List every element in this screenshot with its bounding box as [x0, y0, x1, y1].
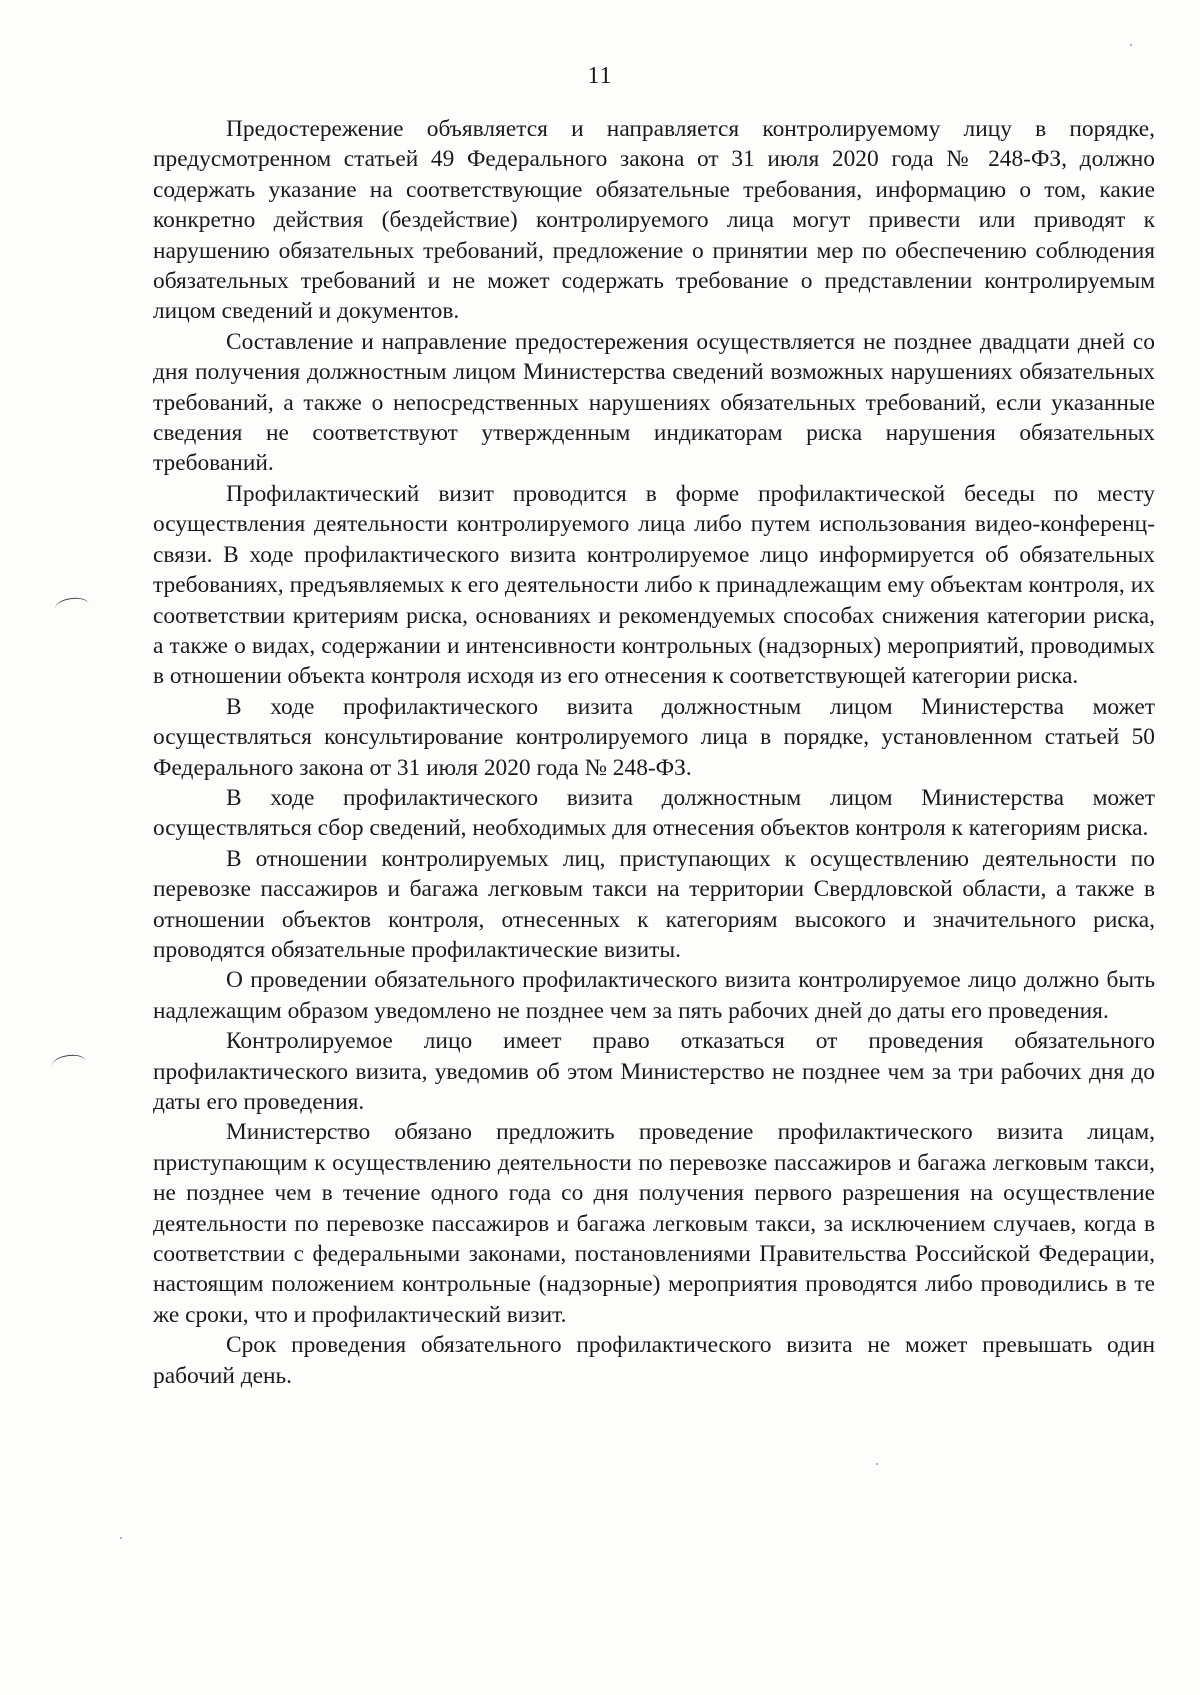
paragraph-warning-issuance: Предостережение объявляется и направляется контролируемому лицу в порядке, предусмотренном статьей 49 Федерального закона от 31 июля 2020 года № 248-ФЗ, должно содержать указание на соответствующие обязательные требования, информацию о том, какие конкретно действия (бездействие) контролируемого лица могут привести или приводят к нарушению обязательных требований, предложение о принятии мер по обеспечению соблюдения обязательных требований и не может содержать требование о представлении контролируемым лицом сведений и документов. — [153, 116, 1155, 325]
paragraph-visit-refusal: Контролируемое лицо имеет право отказаться от проведения обязательного профилактического визита, уведомив об этом Министерство не позднее чем за три рабочих дня до даты его проведения. — [153, 1028, 1155, 1115]
paragraph-warning-deadline: Составление и направление предостережения осуществляется не позднее двадцати дней со дня получения должностным лицом Министерства сведений возможных нарушениях обязательных требований, а также о непосредственных нарушениях обязательных требований, если указанные сведения не соответствуют утвержденным индикаторам риска нарушения обязательных требований. — [153, 328, 1155, 477]
paragraph-preventive-visit-form: Профилактический визит проводится в форме профилактической беседы по месту осуществления деятельности контролируемого лица либо путем использования видео-конференц-связи. В ходе профилактического визита контролируемое лицо информируется об обязательных требованиях, предъявляемых к его деятельности либо к принадлежащим ему объектам контроля, их соответствии критериям риска, основаниях и рекомендуемых способах снижения категории риска, а также о видах, содержании и интенсивности контрольных (надзорных) мероприятий, проводимых в отношении объекта контроля исходя из его отнесения к соответствующей категории риска. — [153, 480, 1155, 690]
scan-speck — [120, 1537, 122, 1539]
punch-hole-mark — [54, 596, 90, 618]
document-body — [153, 114, 1155, 1391]
paragraph-visit-data-collection: В ходе профилактического визита должностным лицом Министерства может осуществляться сбор сведений, необходимых для отнесения объектов контроля к категориям риска. — [153, 784, 1155, 842]
scan-speck — [1130, 44, 1132, 46]
paragraph-visit-notification: О проведении обязательного профилактического визита контролируемое лицо должно быть надлежащим образом уведомлено не позднее чем за пять рабочих дней до даты его проведения. — [153, 967, 1155, 1024]
paragraph-visit-duration: Срок проведения обязательного профилактического визита не может превышать один рабочий день. — [153, 1332, 1155, 1389]
paragraph-visit-consulting: В ходе профилактического визита должностным лицом Министерства может осуществляться консультирование контролируемого лица в порядке, установленном статьей 50 Федерального закона от 31 июля 2020 года № 248-ФЗ. — [153, 693, 1155, 781]
paragraph-mandatory-visits: В отношении контролируемых лиц, приступающих к осуществлению деятельности по перевозке пассажиров и багажа легковым такси на территории Свердловской области, а также в отношении объектов контроля, отнесенных к категориям высокого и значительного риска, проводятся обязательные профилактические визиты. — [153, 845, 1155, 963]
punch-hole-mark — [51, 1053, 87, 1075]
scan-speck — [876, 1463, 878, 1465]
paragraph-ministry-obligation: Министерство обязано предложить проведение профилактического визита лицам, приступающим к осуществлению деятельности по перевозке пассажиров и багажа легковым такси, не позднее чем в течение одного года со дня получения первого разрешения на осуществление деятельности по перевозке пассажиров и багажа легковым такси, за исключением случаев, когда в соответствии с федеральными законами, постановлениями Правительства Российской Федерации, настоящим положением контрольные (надзорные) мероприятия проводятся либо проводились в те же сроки, что и профилактический визит. — [153, 1119, 1155, 1328]
page-number: 11 — [587, 63, 613, 89]
